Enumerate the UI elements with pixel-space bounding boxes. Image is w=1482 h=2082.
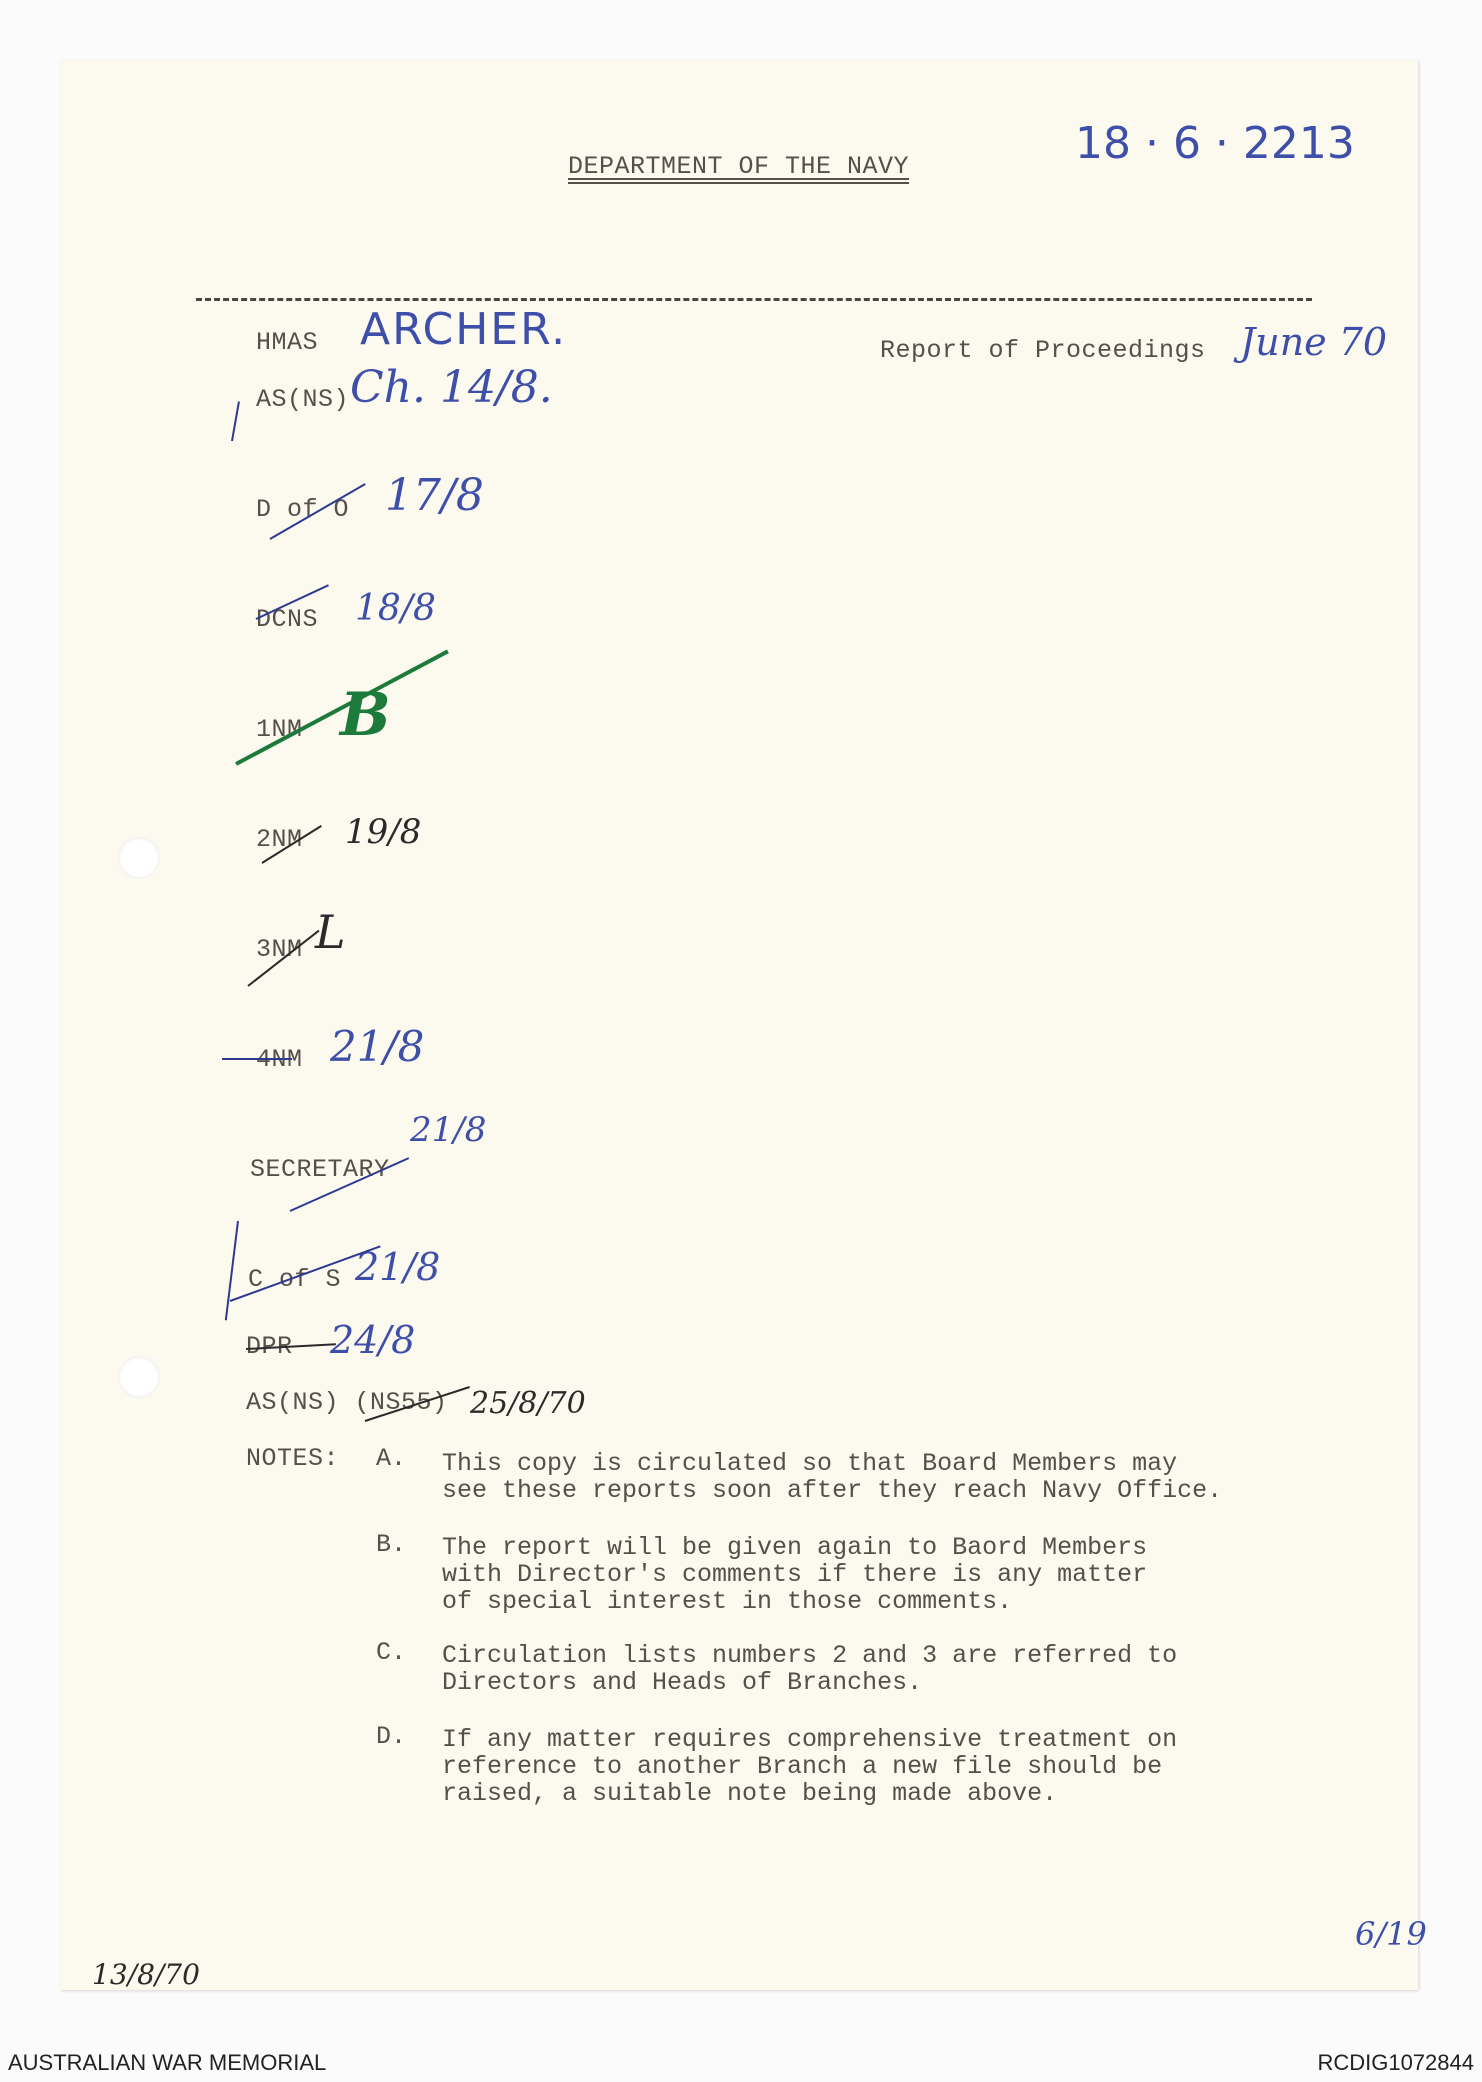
circulation-label: DCNS (256, 605, 319, 634)
circulation-label: SECRETARY (250, 1155, 390, 1184)
circulation-annotation: B (340, 680, 391, 750)
ship-name: ARCHER. (360, 304, 568, 355)
circulation-annotation: 24/8 (330, 1318, 416, 1362)
circulation-annotation: L (315, 905, 346, 959)
footer-credit: AUSTRALIAN WAR MEMORIAL (8, 2050, 327, 2075)
footer-id: RCDIG1072844 (1317, 2050, 1474, 2075)
circulation-label: D of O (256, 495, 350, 524)
file-reference: 18 · 6 · 2213 (1075, 118, 1355, 169)
note-text: This copy is circulated so that Board Members may see these reports soon after they reach Navy Office. (442, 1449, 1223, 1505)
department-heading: DEPARTMENT OF THE NAVY (568, 152, 910, 181)
initials-date-annotation: 13/8/70 (92, 1958, 200, 1991)
circulation-annotation: 21/8 (355, 1245, 441, 1289)
note-letter: D. (376, 1722, 407, 1751)
circulation-label: AS(NS) (256, 385, 350, 414)
page-number: 6/19 (1355, 1915, 1427, 1953)
circulation-label: 2NM (256, 825, 303, 854)
circulation-annotation: 21/8 (410, 1110, 487, 1150)
title-underline (196, 298, 1312, 301)
report-title: Report of Proceedings (880, 336, 1206, 365)
margin-mark (222, 1058, 292, 1060)
note-letter: C. (376, 1638, 407, 1667)
circulation-label: DPR (246, 1332, 293, 1361)
report-period: June 70 (1240, 320, 1388, 364)
circulation-annotation: 21/8 (330, 1022, 425, 1071)
circulation-label: C of S (248, 1265, 342, 1294)
circulation-annotation: Ch. 14/8. (350, 362, 553, 413)
circulation-annotation: 17/8 (385, 470, 484, 521)
note-letter: B. (376, 1530, 407, 1559)
circulation-label: 1NM (256, 715, 303, 744)
circulation-label: AS(NS) (NS55) (246, 1388, 448, 1417)
circulation-label: 4NM (256, 1045, 303, 1074)
punch-hole-lower (118, 1356, 160, 1398)
note-letter: A. (376, 1444, 407, 1473)
circulation-label: 3NM (256, 935, 303, 964)
circulation-annotation: 25/8/70 (470, 1386, 586, 1421)
circulation-annotation: 19/8 (345, 812, 422, 852)
circulation-annotation: 18/8 (355, 588, 436, 629)
punch-hole-upper (118, 837, 160, 879)
note-text: If any matter requires comprehensive treatment on reference to another Branch a new file should be raised, a suitable note being made above. (442, 1725, 1178, 1808)
note-text: The report will be given again to Baord Members with Director's comments if there is any matter of special interest in those comments. (442, 1533, 1148, 1616)
note-text: Circulation lists numbers 2 and 3 are referred to Directors and Heads of Branches. (442, 1641, 1178, 1697)
notes-heading: NOTES: (246, 1444, 340, 1473)
hmas-label: HMAS (256, 328, 319, 357)
